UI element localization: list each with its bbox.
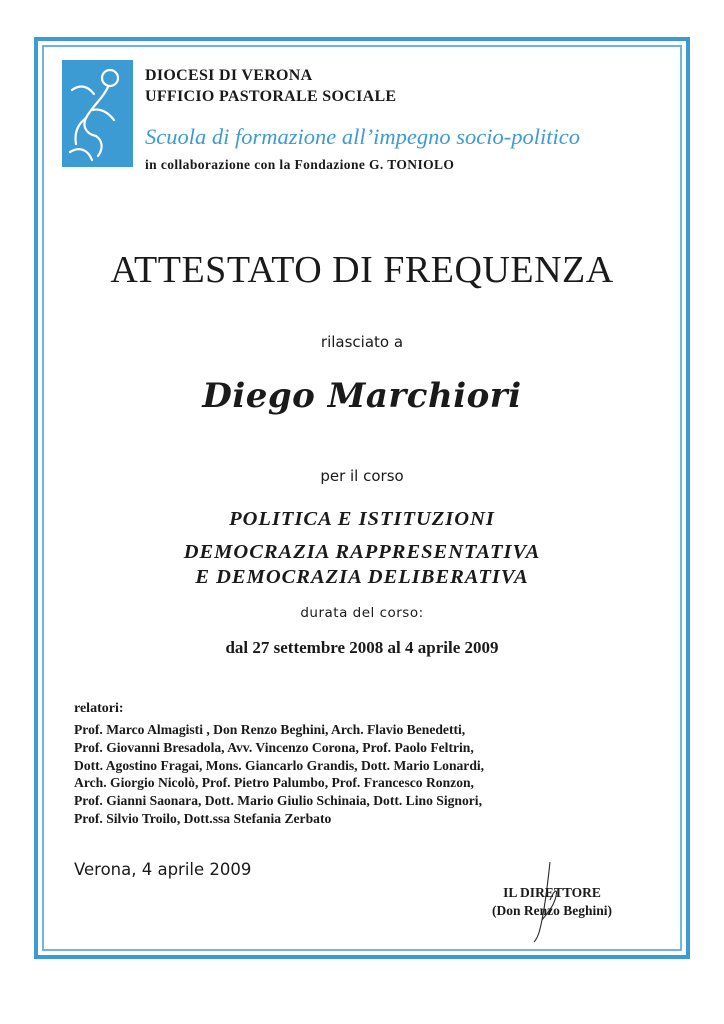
director-name: (Don Renzo Beghini) — [492, 903, 613, 918]
collaboration-line: in collaborazione con la Fondazione G. TONIOLO — [145, 157, 455, 172]
course-line-1: POLITICA E ISTITUZIONI — [229, 508, 495, 530]
speakers-line: Arch. Giorgio Nicolò, Prof. Pietro Palumbo, Prof. Francesco Ronzon, — [74, 775, 474, 791]
place-date: Verona, 4 aprile 2009 — [74, 860, 252, 879]
speakers-line: Prof. Gianni Saonara, Dott. Mario Giulio Schinaia, Dott. Lino Signori, — [74, 793, 482, 809]
speakers-line: Prof. Marco Almagisti , Don Renzo Beghini, Arch. Flavio Benedetti, — [74, 722, 466, 737]
course-line-3: E DEMOCRAZIA DELIBERATIVA — [195, 566, 529, 588]
diocese-logo-icon — [62, 60, 133, 167]
course-dates: dal 27 settembre 2008 al 4 aprile 2009 — [225, 638, 499, 657]
issued-to-label: rilasciato a — [320, 333, 404, 351]
office-name: UFFICIO PASTORALE SOCIALE — [145, 88, 397, 105]
duration-label: durata del corso: — [300, 605, 424, 621]
course-label: per il corso — [320, 467, 404, 485]
school-name: Scuola di formazione all’impegno socio-politico — [145, 124, 580, 149]
speakers-label: relatori: — [74, 701, 124, 716]
certificate-title: ATTESTATO DI FREQUENZA — [110, 249, 614, 291]
speakers-line: Dott. Agostino Fragai, Mons. Giancarlo Grandis, Dott. Mario Lonardi, — [74, 757, 485, 773]
recipient-name: Diego Marchiori — [202, 376, 522, 416]
speakers-line: Prof. Giovanni Bresadola, Avv. Vincenzo Corona, Prof. Paolo Feltrin, — [74, 739, 474, 755]
speakers-line: Prof. Silvio Troilo, Dott.ssa Stefania Zerbato — [74, 810, 332, 826]
director-title: IL DIRETTORE — [503, 885, 601, 900]
speakers-list — [74, 721, 484, 828]
signature-icon — [520, 860, 580, 945]
diocese-name: DIOCESI DI VERONA — [145, 67, 313, 84]
course-line-2: DEMOCRAZIA RAPPRESENTATIVA — [183, 541, 541, 563]
